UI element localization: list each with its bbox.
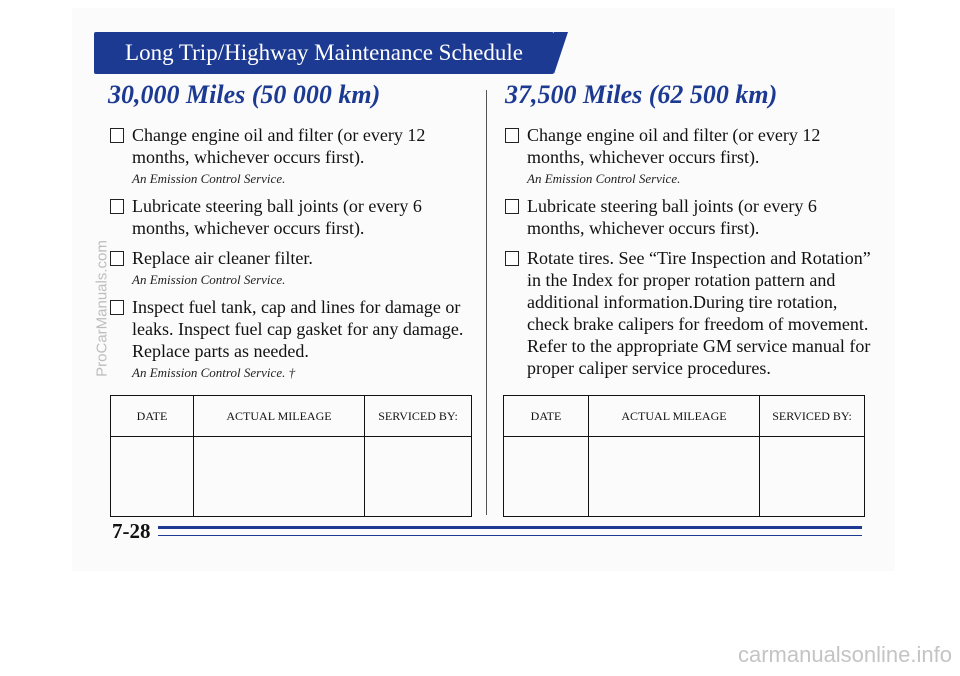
side-watermark: ProCarManuals.com [93, 240, 111, 377]
col-serviced-by: SERVICED BY: [365, 396, 472, 437]
mileage-heading-right: 37,500 Miles (62 500 km) [505, 80, 778, 109]
checkbox-icon[interactable] [505, 199, 519, 214]
footer-rule [158, 526, 862, 529]
section-title: Long Trip/Highway Maintenance Schedule [125, 40, 523, 65]
emission-note: An Emission Control Service. † [132, 365, 296, 380]
checkbox-icon[interactable] [110, 199, 124, 214]
col-date: DATE [111, 396, 194, 437]
list-item [505, 124, 875, 168]
mileage-heading-left: 30,000 Miles (50 000 km) [108, 80, 381, 109]
page-number: 7-28 [112, 519, 151, 543]
item-text: Change engine oil and filter (or every 12 months, whichever occurs first). [527, 125, 821, 167]
item-text: Lubricate steering ball joints (or every 6 months, whichever occurs first). [527, 196, 817, 238]
checkbox-icon[interactable] [110, 300, 124, 315]
col-serviced-by: SERVICED BY: [760, 396, 865, 437]
item-text: Replace air cleaner filter. [132, 248, 313, 268]
checkbox-icon[interactable] [505, 251, 519, 266]
item-text: Rotate tires. See “Tire Inspection and Rotation” in the Index for proper rotation pattern and additional information.During tire rotation, check brake calipers for freedom of movement. Refer to the appropriate GM service manual for proper caliper service procedures. [527, 248, 871, 378]
column-divider [486, 90, 487, 515]
serviced-by-cell[interactable] [760, 437, 865, 517]
list-item [110, 296, 480, 362]
item-text: Change engine oil and filter (or every 12 months, whichever occurs first). [132, 125, 426, 167]
emission-note: An Emission Control Service. [132, 171, 286, 186]
emission-note: An Emission Control Service. [527, 171, 681, 186]
service-log-left [110, 395, 472, 517]
list-item [110, 195, 480, 239]
schedule-37500 [505, 80, 875, 379]
list-item [110, 124, 480, 168]
emission-note: An Emission Control Service. [132, 272, 286, 287]
mileage-cell[interactable] [589, 437, 760, 517]
section-header [94, 32, 554, 74]
schedule-30000 [110, 80, 480, 381]
checkbox-icon[interactable] [110, 128, 124, 143]
checkbox-icon[interactable] [110, 251, 124, 266]
corner-watermark: carmanualsonline.info [737, 642, 952, 667]
list-item [505, 247, 875, 379]
item-text: Lubricate steering ball joints (or every 6 months, whichever occurs first). [132, 196, 422, 238]
list-item [110, 247, 480, 269]
mileage-cell[interactable] [194, 437, 365, 517]
item-text: Inspect fuel tank, cap and lines for damage or leaks. Inspect fuel cap gasket for any damage. Replace parts as needed. [132, 297, 464, 361]
col-actual-mileage: ACTUAL MILEAGE [194, 396, 365, 437]
checkbox-icon[interactable] [505, 128, 519, 143]
date-cell[interactable] [111, 437, 194, 517]
footer-rule-thin [158, 535, 862, 536]
col-date: DATE [504, 396, 589, 437]
list-item [505, 195, 875, 239]
col-actual-mileage: ACTUAL MILEAGE [589, 396, 760, 437]
date-cell[interactable] [504, 437, 589, 517]
serviced-by-cell[interactable] [365, 437, 472, 517]
service-log-right [503, 395, 865, 517]
